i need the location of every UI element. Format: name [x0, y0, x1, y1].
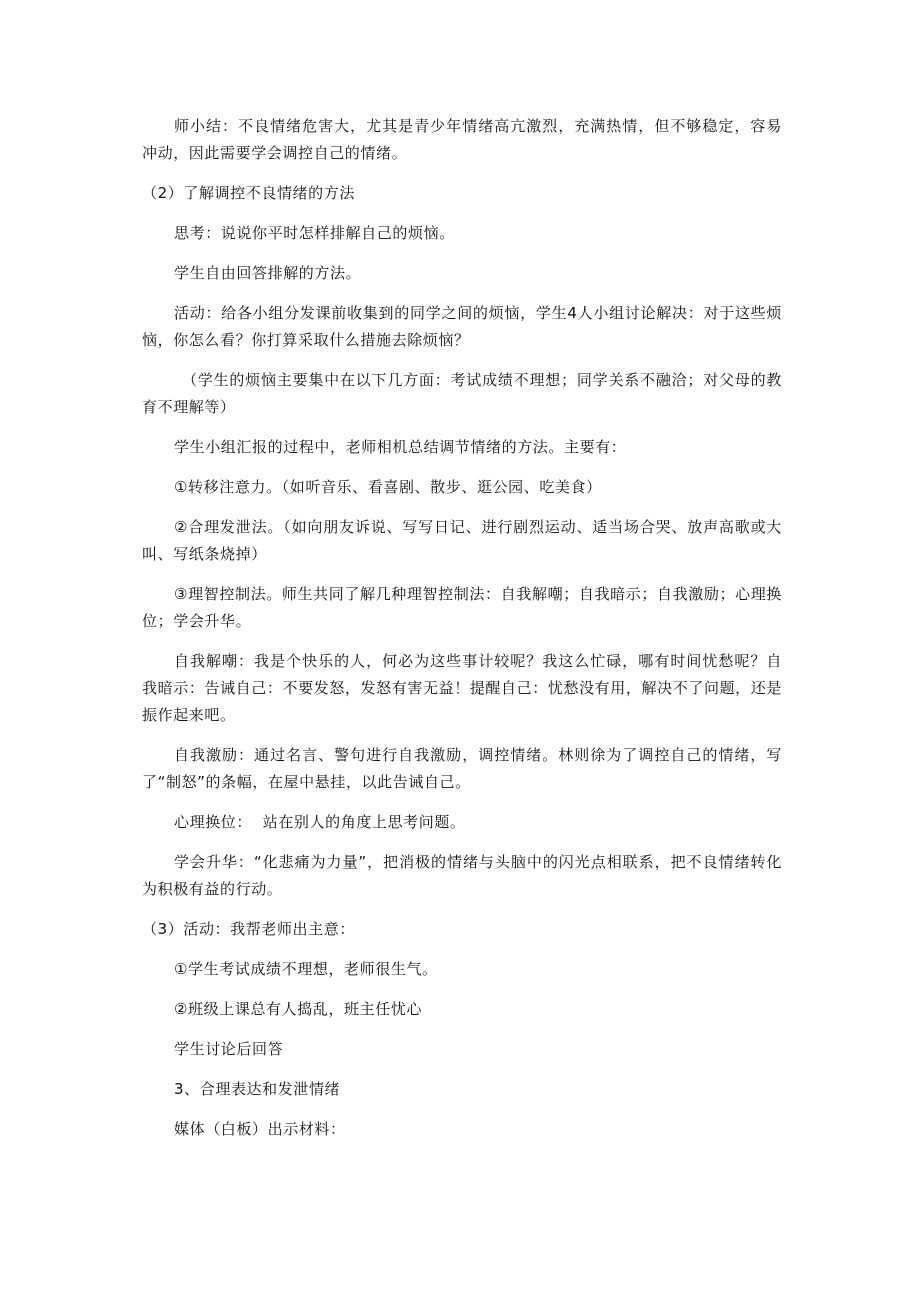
list-item-method-1: ①转移注意力。（如听音乐、看喜剧、散步、逛公园、吃美食） [174, 478, 602, 496]
paragraph-discussion: 学生讨论后回答 [174, 1040, 284, 1058]
paragraph-media-material: 媒体（白板）出示材料： [174, 1120, 346, 1138]
document-body [142, 113, 782, 1156]
list-item-case-2: ②班级上课总有人捣乱，班主任忧心 [174, 1000, 423, 1018]
list-item-case-1: ①学生考试成绩不理想，老师很生气。 [174, 960, 438, 978]
paragraph-student-worries: （学生的烦恼主要集中在以下几方面：考试成绩不理想；同学关系不融洽；对父母的教育不理解等） [142, 371, 782, 416]
paragraph-perspective-taking: 心理换位： 站在别人的角度上思考问题。 [174, 813, 466, 831]
paragraph-teacher-summary: 师小结：不良情绪危害大，尤其是青少年情绪高亢激烈，充满热情，但不够稳定，容易冲动，因此需要学会调控自己的情绪。 [142, 117, 782, 162]
list-item-method-2: ②合理发泄法。（如向朋友诉说、写写日记、进行剧烈运动、适当场合哭、放声高歌或大叫、写纸条烧掉） [142, 518, 782, 563]
list-item-method-3: ③理智控制法。师生共同了解几种理智控制法：自我解嘲；自我暗示；自我激励；心理换位；学会升华。 [142, 585, 782, 630]
paragraph-student-answer: 学生自由回答排解的方法。 [174, 264, 362, 282]
paragraph-self-mockery: 自我解嘲：我是个快乐的人，何必为这些事计较呢？我这么忙碌，哪有时间忧愁呢？自我暗示：告诫自己：不要发怒，发怒有害无益！提醒自己：忧愁没有用，解决不了问题，还是振作起来吧。 [142, 652, 782, 724]
paragraph-self-motivation: 自我激励：通过名言、警句进行自我激励，调控情绪。林则徐为了调控自己的情绪，写了“制怒”的条幅，在屋中悬挂，以此告诫自己。 [142, 746, 782, 791]
section-heading-express-emotions: 3、合理表达和发泄情绪 [174, 1080, 341, 1098]
section-heading-3: （3）活动：我帮老师出主意： [142, 920, 355, 938]
paragraph-activity: 活动：给各小组分发课前收集到的同学之间的烦恼，学生4人小组讨论解决：对于这些烦恼，你怎么看？你打算采取什么措施去除烦恼？ [142, 304, 782, 349]
section-heading-2: （2）了解调控不良情绪的方法 [142, 184, 355, 202]
paragraph-think: 思考：说说你平时怎样排解自己的烦恼。 [174, 224, 455, 242]
paragraph-sublimation: 学会升华：“化悲痛为力量”，把消极的情绪与头脑中的闪光点相联系，把不良情绪转化为积极有益的行动。 [142, 853, 782, 898]
paragraph-group-report: 学生小组汇报的过程中，老师相机总结调节情绪的方法。主要有： [174, 438, 627, 456]
